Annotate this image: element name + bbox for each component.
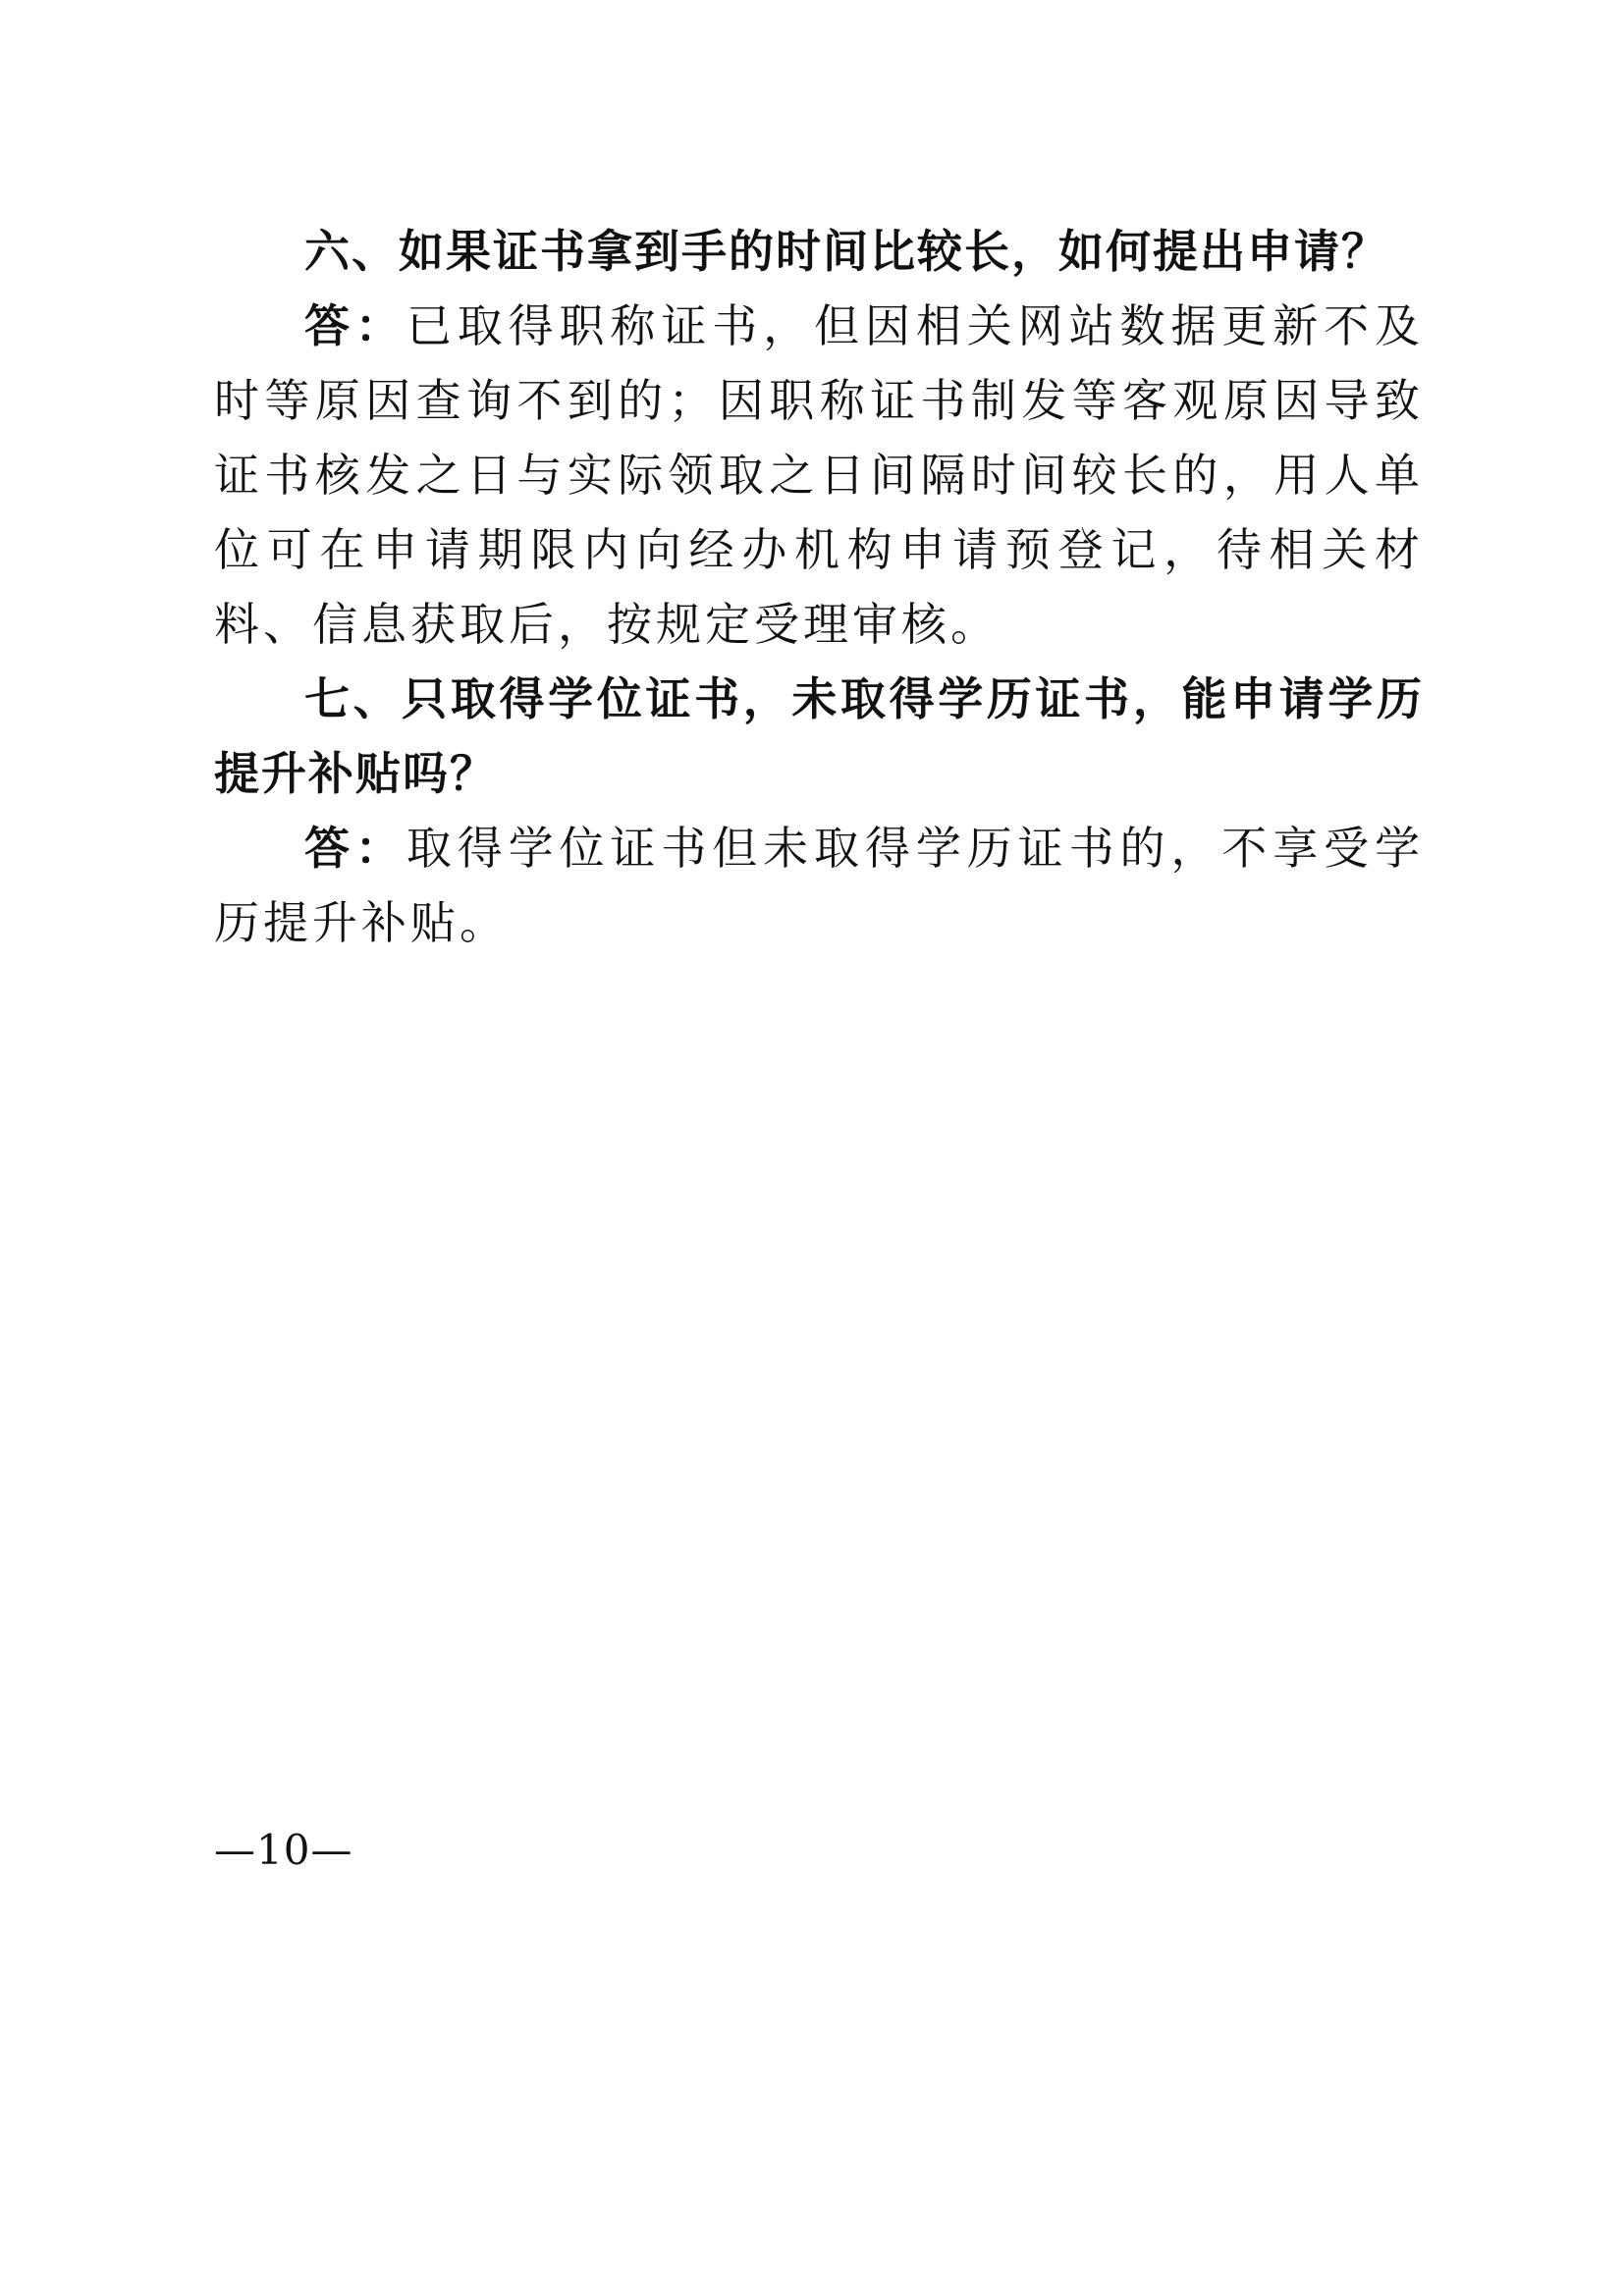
answer-text: 已取得职称证书，但因相关网站数据更新不及时等原因查询不到的；因职称证书制发等客观原因导致证书核发之日与实际领取之日间隔时间较长的，用人单位可在申请期限内向经办机构申请预登记，待相关材料、信息获取后，按规定受理审核。 bbox=[214, 299, 1425, 651]
page-number: —10— bbox=[214, 1826, 353, 1874]
answer-label: 答： bbox=[304, 822, 406, 875]
question-7-heading: 七、只取得学位证书，未取得学历证书，能申请学历提升补贴吗？ bbox=[214, 672, 1424, 800]
answer-label: 答： bbox=[304, 299, 406, 352]
question-6-heading: 六、如果证书拿到手的时间比较长，如何提出申请？ bbox=[304, 225, 1388, 278]
question-7-answer bbox=[214, 811, 1424, 960]
question-6-answer bbox=[214, 289, 1424, 662]
document-body bbox=[214, 214, 1424, 960]
answer-text: 取得学位证书但未取得学历证书的，不享受学历提升补贴。 bbox=[214, 822, 1425, 949]
